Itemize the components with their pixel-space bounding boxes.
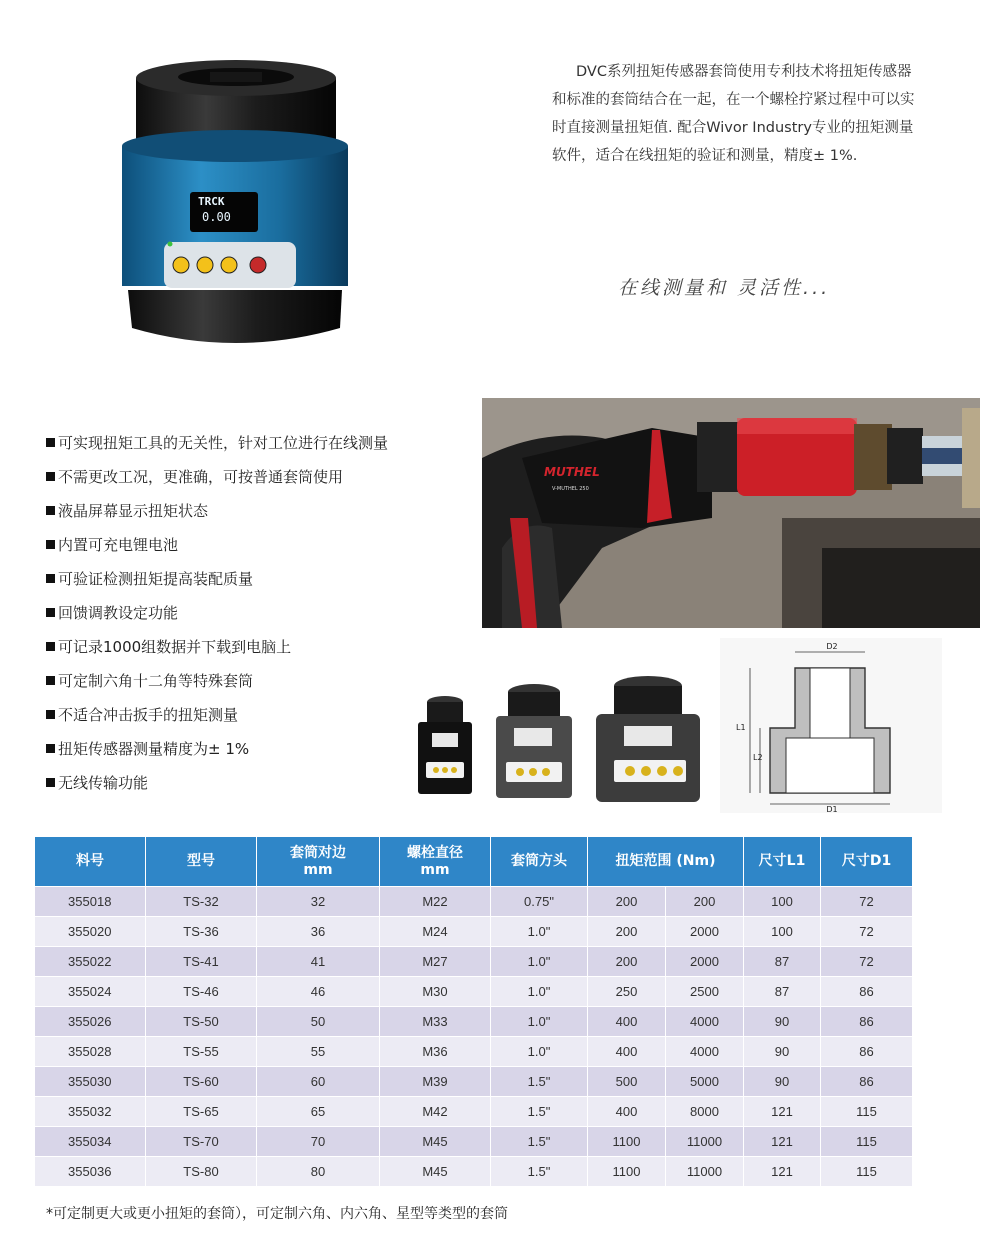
table-header-row	[35, 837, 913, 887]
table-cell: 1100	[588, 1127, 666, 1157]
table-cell: 72	[821, 947, 913, 977]
table-cell: TS-46	[146, 977, 257, 1007]
table-row	[35, 977, 913, 1007]
bullet-icon	[46, 608, 55, 617]
bullet-icon	[46, 574, 55, 583]
table-cell: 1.5"	[491, 1127, 588, 1157]
header-l1: 尺寸L1	[744, 837, 821, 887]
table-cell: TS-60	[146, 1067, 257, 1097]
table-cell: 200	[588, 917, 666, 947]
bullet-icon	[46, 676, 55, 685]
intro-paragraph: DVC系列扭矩传感器套筒使用专利技术将扭矩传感器和标准的套筒结合在一起，在一个螺栓拧紧过程中可以实时直接测量扭矩值. 配合Wivor Industry专业的扭矩测量软件，适合在线扭矩的验证和测量，精度± 1%.	[552, 64, 915, 164]
table-cell: 400	[588, 1097, 666, 1127]
table-cell: 355020	[35, 917, 146, 947]
table-cell: M27	[380, 947, 491, 977]
drawing-label-d1: D1	[826, 805, 838, 813]
specification-table	[34, 836, 913, 1187]
table-cell: 65	[257, 1097, 380, 1127]
table-cell: 87	[744, 947, 821, 977]
table-cell: 11000	[666, 1127, 744, 1157]
table-cell: 32	[257, 887, 380, 917]
table-cell: 0.75"	[491, 887, 588, 917]
table-cell: 86	[821, 1037, 913, 1067]
feature-list	[46, 430, 388, 804]
drawing-label-d2: D2	[826, 642, 838, 651]
table-cell: 200	[666, 887, 744, 917]
table-row	[35, 947, 913, 977]
header-drive: 套筒方头	[491, 837, 588, 887]
display-value: 0.00	[202, 210, 231, 224]
bullet-icon	[46, 744, 55, 753]
table-cell: M42	[380, 1097, 491, 1127]
table-cell: 355030	[35, 1067, 146, 1097]
table-cell: 355028	[35, 1037, 146, 1067]
table-cell: 86	[821, 1007, 913, 1037]
bullet-icon	[46, 540, 55, 549]
feature-item: 不适合冲击扳手的扭矩测量	[46, 702, 388, 736]
table-cell: TS-41	[146, 947, 257, 977]
table-cell: 50	[257, 1007, 380, 1037]
table-cell: 1.5"	[491, 1067, 588, 1097]
table-row	[35, 1097, 913, 1127]
feature-item: 可实现扭矩工具的无关性，针对工位进行在线测量	[46, 430, 388, 464]
feature-item: 扭矩传感器测量精度为± 1%	[46, 736, 388, 770]
table-cell: 121	[744, 1127, 821, 1157]
table-cell: 4000	[666, 1037, 744, 1067]
table-cell: 2000	[666, 917, 744, 947]
table-cell: TS-32	[146, 887, 257, 917]
feature-item: 回馈调教设定功能	[46, 600, 388, 634]
table-cell: M33	[380, 1007, 491, 1037]
table-cell: 1.0"	[491, 947, 588, 977]
header-d1: 尺寸D1	[821, 837, 913, 887]
table-cell: 355034	[35, 1127, 146, 1157]
header-bolt-diameter: 螺栓直径 mm	[380, 837, 491, 887]
table-cell: M24	[380, 917, 491, 947]
table-cell: 72	[821, 917, 913, 947]
bullet-icon	[46, 642, 55, 651]
header-torque-range: 扭矩范围 (Nm)	[588, 837, 744, 887]
table-cell: 90	[744, 1037, 821, 1067]
table-cell: M39	[380, 1067, 491, 1097]
table-cell: 86	[821, 977, 913, 1007]
table-cell: 46	[257, 977, 380, 1007]
table-cell: TS-50	[146, 1007, 257, 1037]
table-cell: 115	[821, 1127, 913, 1157]
table-cell: 115	[821, 1157, 913, 1187]
table-cell: 250	[588, 977, 666, 1007]
table-cell: 100	[744, 917, 821, 947]
feature-item: 可验证检测扭矩提高装配质量	[46, 566, 388, 600]
table-cell: 115	[821, 1097, 913, 1127]
bullet-icon	[46, 506, 55, 515]
feature-item: 不需更改工况，更准确，可按普通套筒使用	[46, 464, 388, 498]
table-cell: 2000	[666, 947, 744, 977]
drawing-label-l2: L2	[753, 753, 763, 762]
table-cell: 2500	[666, 977, 744, 1007]
table-cell: 1.0"	[491, 977, 588, 1007]
table-cell: 1.0"	[491, 1037, 588, 1067]
table-cell: 5000	[666, 1067, 744, 1097]
table-cell: 41	[257, 947, 380, 977]
bullet-icon	[46, 438, 55, 447]
table-cell: 400	[588, 1007, 666, 1037]
table-cell: 355022	[35, 947, 146, 977]
header-across-flats: 套筒对边 mm	[257, 837, 380, 887]
socket-family-image	[408, 670, 708, 805]
table-cell: TS-55	[146, 1037, 257, 1067]
table-cell: 200	[588, 947, 666, 977]
table-cell: 70	[257, 1127, 380, 1157]
table-row	[35, 1007, 913, 1037]
drawing-label-l1: L1	[736, 723, 746, 732]
table-cell: M22	[380, 887, 491, 917]
table-row	[35, 917, 913, 947]
table-cell: M45	[380, 1157, 491, 1187]
bullet-icon	[46, 778, 55, 787]
table-cell: 355018	[35, 887, 146, 917]
table-cell: 1.0"	[491, 917, 588, 947]
table-cell: 355024	[35, 977, 146, 1007]
feature-item: 可定制六角十二角等特殊套筒	[46, 668, 388, 702]
display-brand: TRCK	[198, 195, 225, 208]
bullet-icon	[46, 472, 55, 481]
feature-item: 可记录1000组数据并下载到电脑上	[46, 634, 388, 668]
table-cell: 200	[588, 887, 666, 917]
table-cell: 36	[257, 917, 380, 947]
tool-brand: MUTHEL	[544, 465, 600, 479]
table-cell: 87	[744, 977, 821, 1007]
header-model: 型号	[146, 837, 257, 887]
application-photo	[482, 398, 980, 628]
table-cell: M30	[380, 977, 491, 1007]
table-row	[35, 887, 913, 917]
table-cell: 1.0"	[491, 1007, 588, 1037]
table-cell: 1.5"	[491, 1157, 588, 1187]
torque-sensor-socket-image	[118, 58, 368, 378]
table-cell: 80	[257, 1157, 380, 1187]
header-part-no: 料号	[35, 837, 146, 887]
table-cell: TS-80	[146, 1157, 257, 1187]
table-cell: 355032	[35, 1097, 146, 1127]
table-cell: 400	[588, 1037, 666, 1067]
table-cell: 4000	[666, 1007, 744, 1037]
table-cell: TS-36	[146, 917, 257, 947]
table-cell: 355026	[35, 1007, 146, 1037]
table-cell: 8000	[666, 1097, 744, 1127]
table-cell: 90	[744, 1007, 821, 1037]
table-cell: 72	[821, 887, 913, 917]
table-cell: 55	[257, 1037, 380, 1067]
feature-item: 内置可充电锂电池	[46, 532, 388, 566]
table-cell: TS-65	[146, 1097, 257, 1127]
feature-item: 无线传输功能	[46, 770, 388, 804]
table-cell: 500	[588, 1067, 666, 1097]
table-cell: 60	[257, 1067, 380, 1097]
table-cell: 86	[821, 1067, 913, 1097]
table-cell: 121	[744, 1157, 821, 1187]
table-cell: 1100	[588, 1157, 666, 1187]
table-cell: 355036	[35, 1157, 146, 1187]
table-cell: 90	[744, 1067, 821, 1097]
table-cell: M36	[380, 1037, 491, 1067]
tagline: 在线测量和 灵活性...	[618, 277, 831, 299]
table-cell: TS-70	[146, 1127, 257, 1157]
footnote: *可定制更大或更小扭矩的套筒），可定制六角、内六角、星型等类型的套筒	[46, 1206, 508, 1222]
tool-model: V-MUTHEL 250	[552, 486, 589, 492]
table-row	[35, 1127, 913, 1157]
table-cell: 1.5"	[491, 1097, 588, 1127]
table-body	[35, 887, 913, 1187]
table-cell: 100	[744, 887, 821, 917]
table-cell: M45	[380, 1127, 491, 1157]
feature-item: 液晶屏幕显示扭矩状态	[46, 498, 388, 532]
table-row	[35, 1157, 913, 1187]
table-row	[35, 1037, 913, 1067]
table-cell: 11000	[666, 1157, 744, 1187]
table-row	[35, 1067, 913, 1097]
dimension-drawing	[720, 638, 942, 813]
table-cell: 121	[744, 1097, 821, 1127]
bullet-icon	[46, 710, 55, 719]
